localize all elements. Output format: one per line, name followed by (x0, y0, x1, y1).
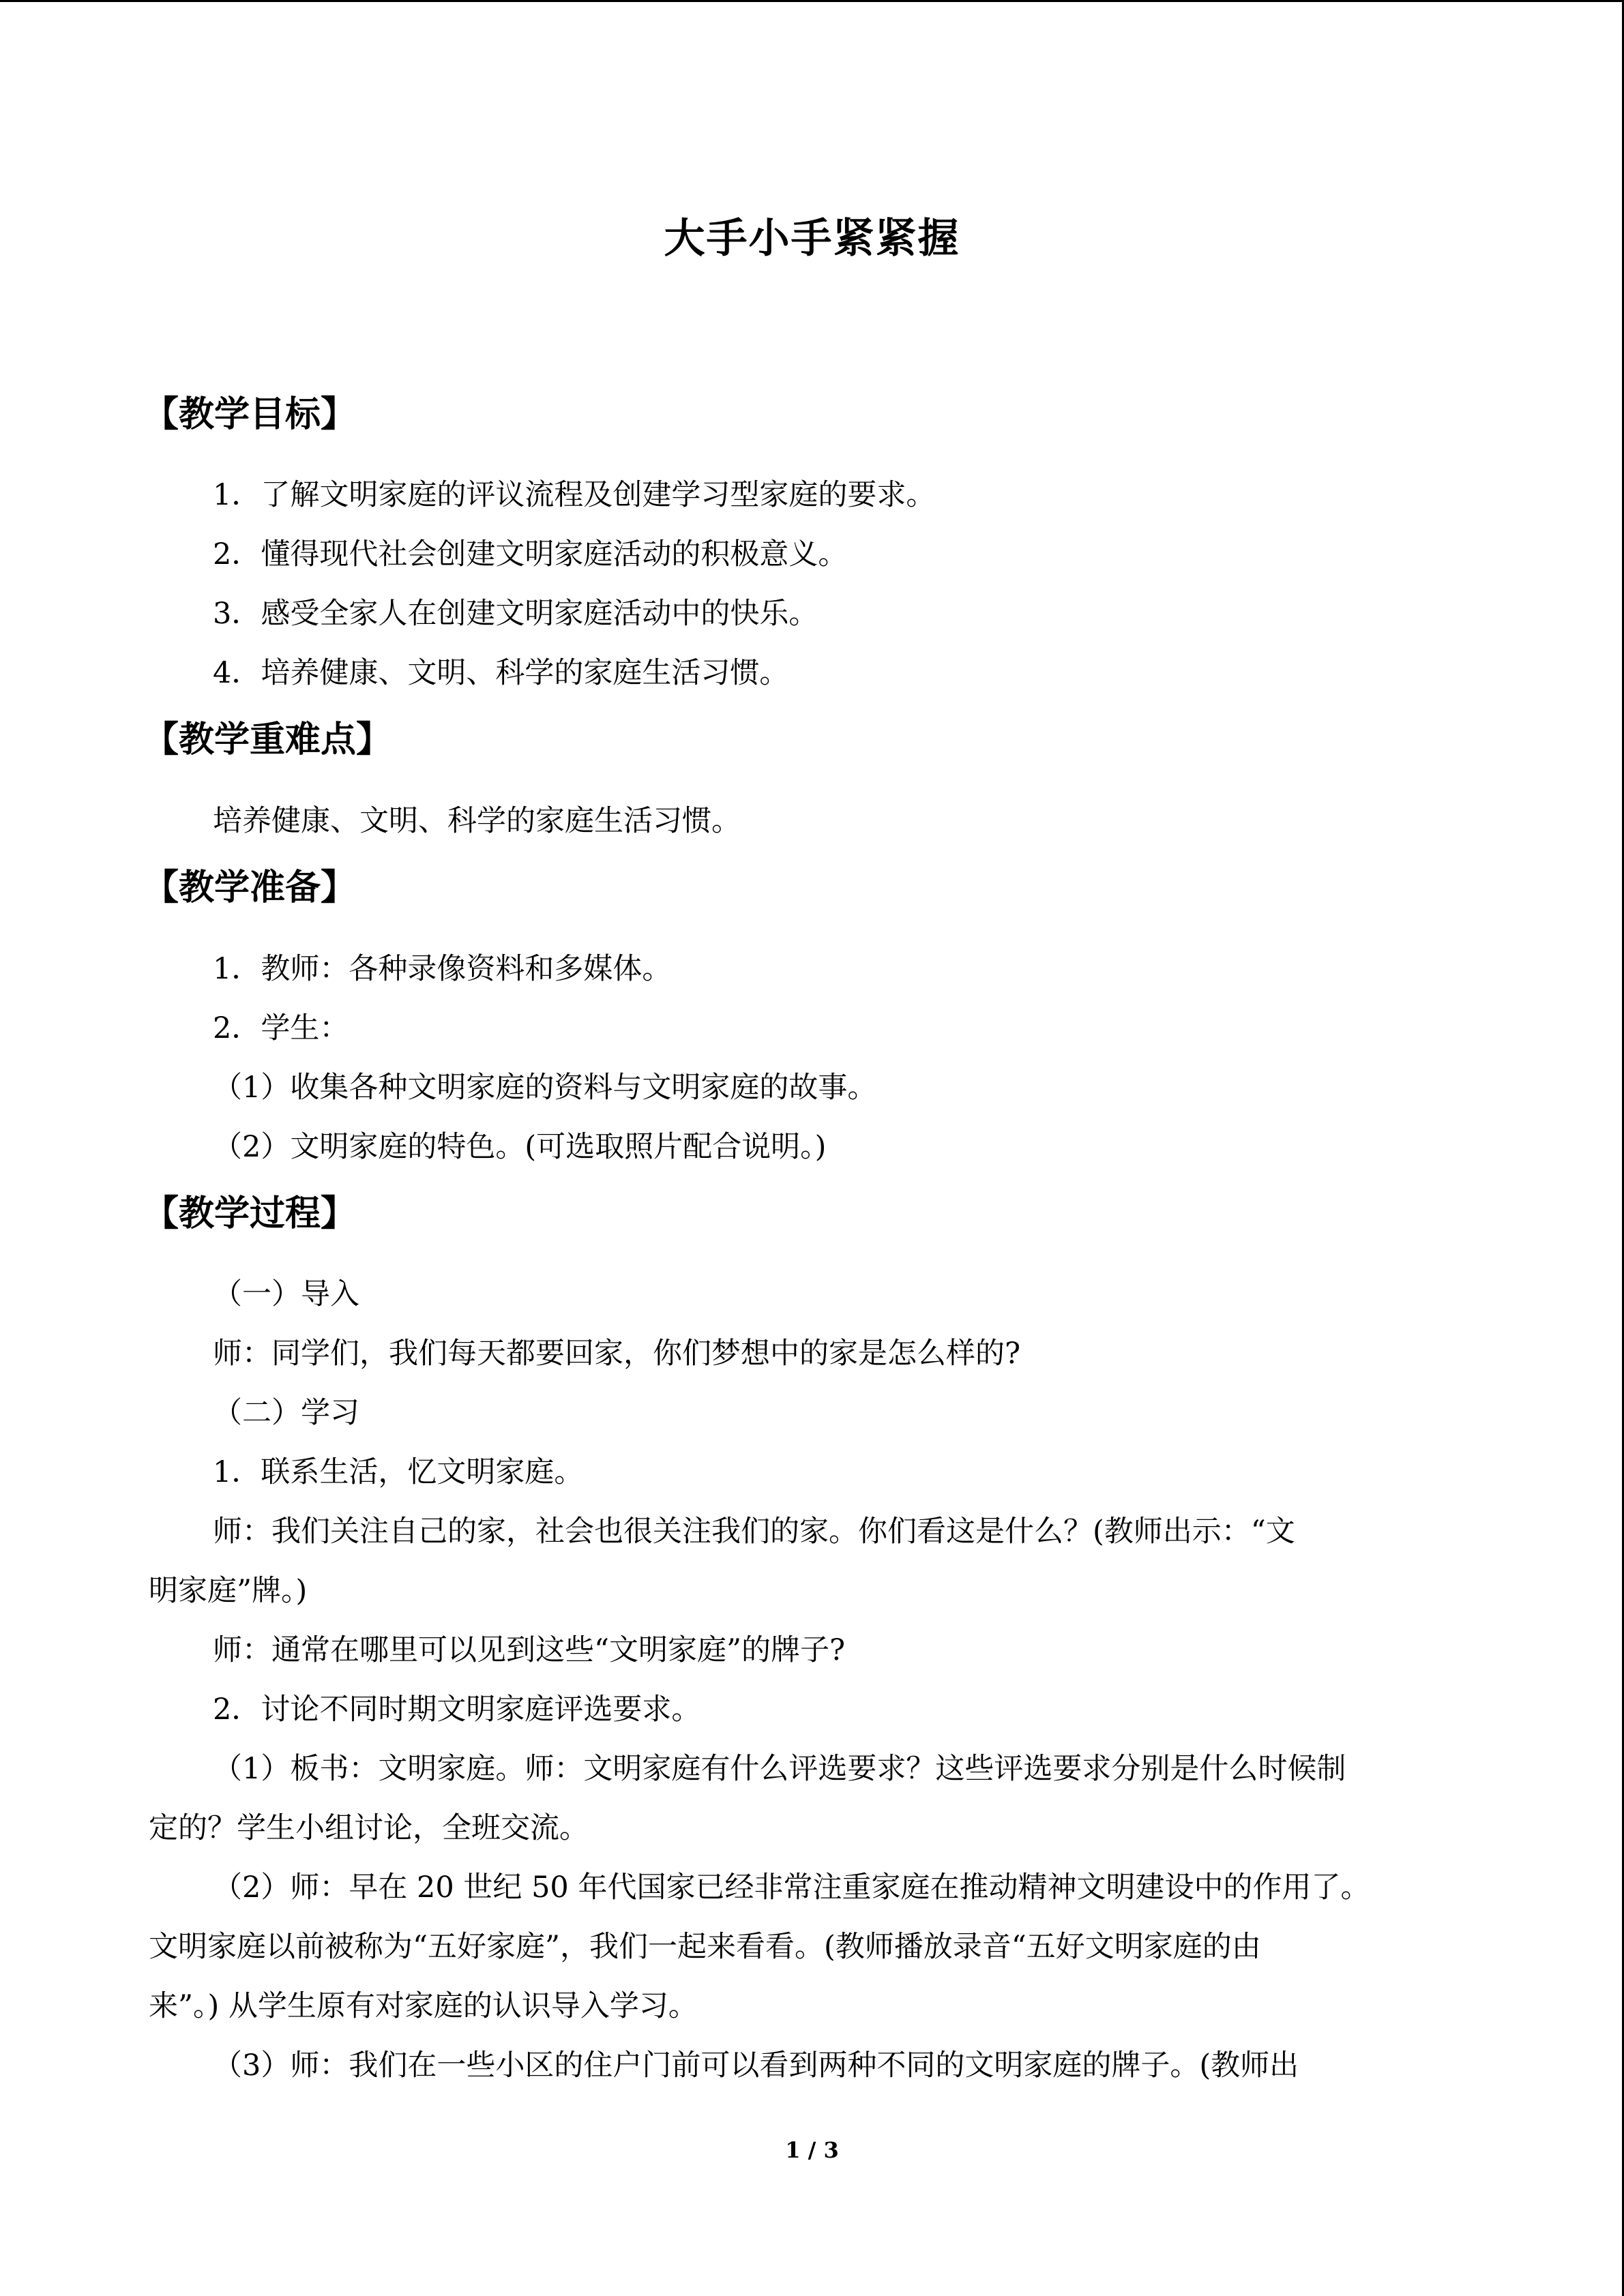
objective-item: 3．感受全家人在创建文明家庭活动中的快乐。 (213, 597, 818, 631)
document-title: 大手小手紧紧握 (664, 215, 960, 263)
process-line: （一）导入 (213, 1277, 359, 1311)
objective-item: 1．了解文明家庭的评议流程及创建学习型家庭的要求。 (213, 478, 936, 512)
process-line: 来”。) 从学生原有对家庭的认识导入学习。 (149, 1989, 698, 2023)
process-line: 定的？学生小组讨论，全班交流。 (149, 1811, 589, 1845)
preparation-item: （1）收集各种文明家庭的资料与文明家庭的故事。 (213, 1071, 877, 1105)
heading-process: 【教学过程】 (143, 1193, 357, 1234)
process-line: 1．联系生活，忆文明家庭。 (213, 1455, 584, 1489)
process-line: 文明家庭以前被称为“五好家庭”，我们一起来看看。(教师播放录音“五好文明家庭的由 (149, 1930, 1261, 1964)
process-line: 师：同学们，我们每天都要回家，你们梦想中的家是怎么样的? (213, 1337, 1021, 1371)
process-line: （二）学习 (213, 1396, 359, 1430)
process-line: 2．讨论不同时期文明家庭评选要求。 (213, 1693, 701, 1727)
process-line: （1）板书：文明家庭。师：文明家庭有什么评选要求？这些评选要求分别是什么时候制 (213, 1752, 1346, 1786)
process-line: 明家庭”牌。) (149, 1574, 308, 1608)
objective-item: 2．懂得现代社会创建文明家庭活动的积极意义。 (213, 537, 848, 571)
preparation-item: 1．教师：各种录像资料和多媒体。 (213, 952, 672, 986)
preparation-item: （2）文明家庭的特色。(可选取照片配合说明。) (213, 1130, 827, 1164)
process-line: （3）师：我们在一些小区的住户门前可以看到两种不同的文明家庭的牌子。(教师出 (213, 2048, 1299, 2083)
heading-preparation: 【教学准备】 (143, 867, 357, 908)
heading-key-points: 【教学重难点】 (143, 719, 392, 760)
key-points-text: 培养健康、文明、科学的家庭生活习惯。 (213, 804, 741, 838)
preparation-item: 2．学生： (213, 1011, 349, 1045)
page-number: 1 / 3 (785, 2137, 839, 2163)
objective-item: 4．培养健康、文明、科学的家庭生活习惯。 (213, 656, 789, 690)
process-line: 师：通常在哪里可以见到这些“文明家庭”的牌子? (213, 1633, 846, 1667)
process-line: 师：我们关注自己的家，社会也很关注我们的家。你们看这是什么？(教师出示：“文 (213, 1515, 1295, 1549)
process-line: （2）师：早在 20 世纪 50 年代国家已经非常注重家庭在推动精神文明建设中的作用了。 (213, 1870, 1370, 1905)
heading-objectives: 【教学目标】 (143, 393, 357, 435)
